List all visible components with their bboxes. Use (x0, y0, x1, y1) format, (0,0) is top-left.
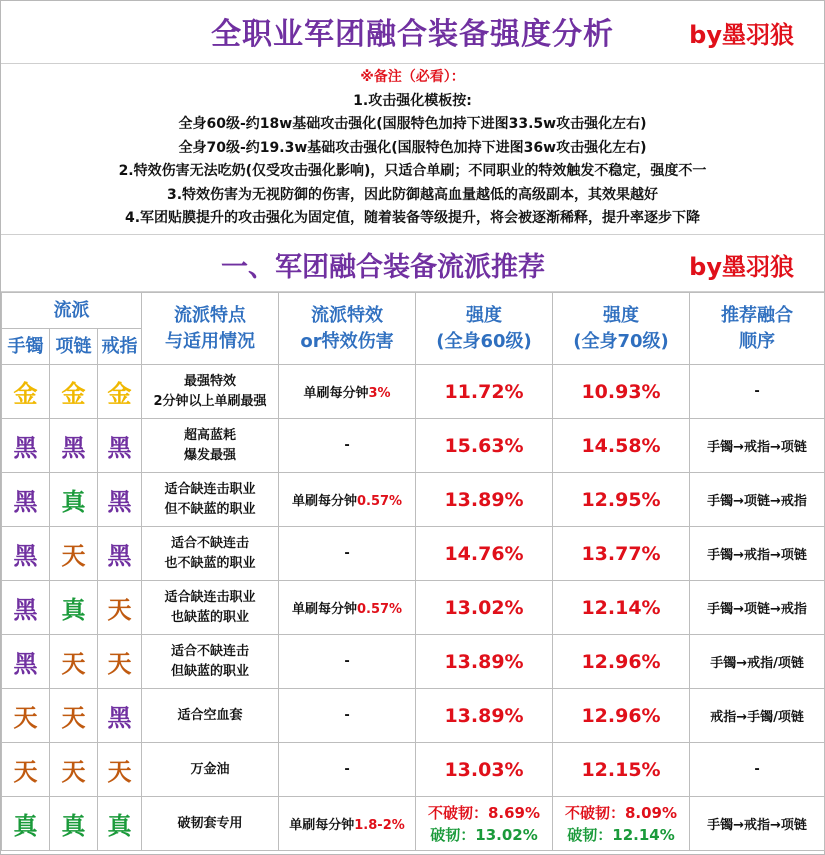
strength-70-cell: 12.14% (553, 581, 690, 635)
table-row (2, 635, 825, 689)
effect-cell (279, 797, 416, 851)
section-byline: by墨羽狼 (689, 253, 794, 281)
effect-cell (279, 743, 416, 797)
effect-text: - (344, 762, 350, 777)
bracelet-cell: 金 (2, 365, 50, 419)
col-header-feature-line2: 与适用情况 (165, 330, 256, 352)
feature-line: 适合缺连击职业 (164, 589, 256, 605)
table-row (2, 689, 825, 743)
necklace-cell: 天 (50, 527, 98, 581)
bracelet-cell: 天 (2, 689, 50, 743)
table-row (2, 419, 825, 473)
strength-70-cell: 12.95% (553, 473, 690, 527)
fusion-order-cell: 手镯→戒指→项链 (690, 797, 825, 851)
note-line: 2.特效伤害无法吃奶(仅受攻击强化影响)，只适合单刷；不同职业的特效触发不稳定，强度不一 (118, 163, 707, 179)
effect-cell (279, 365, 416, 419)
ring-cell: 真 (98, 797, 142, 851)
note-line: 1.攻击强化模板按: (353, 92, 472, 109)
necklace-cell: 天 (50, 743, 98, 797)
feature-line: 超高蓝耗 (184, 427, 237, 443)
col-header-order-line1: 推荐融合 (721, 304, 794, 326)
strength-60-cell: 13.89% (416, 473, 553, 527)
note-line: 4.军团贴膜提升的攻击强化为固定值，随着装备等级提升，将会被逐渐稀释，提升率逐步下降 (124, 210, 701, 226)
bracelet-cell: 黑 (2, 527, 50, 581)
fusion-order-cell: - (690, 365, 825, 419)
feature-cell (142, 473, 279, 527)
strength-70-cell: 13.77% (553, 527, 690, 581)
feature-line: 适合不缺连击 (171, 643, 250, 659)
effect-value: 0.57% (356, 494, 403, 509)
effect-cell (279, 635, 416, 689)
strength-70-cell: 10.93% (553, 365, 690, 419)
col-header-school: 流派 (2, 293, 142, 329)
strength-70-cell: 12.15% (553, 743, 690, 797)
effect-value: 0.57% (356, 602, 403, 617)
table-row (2, 581, 825, 635)
section-title: 一、军团融合装备流派推荐 (221, 252, 545, 283)
strength-70-cell: 12.96% (553, 689, 690, 743)
strength-60-cell: 14.76% (416, 527, 553, 581)
feature-line: 也缺蓝的职业 (171, 609, 250, 625)
bracelet-cell: 黑 (2, 419, 50, 473)
feature-cell (142, 635, 279, 689)
feature-line: 爆发最强 (184, 447, 237, 463)
feature-cell: 破韧套专用 (142, 797, 279, 851)
bracelet-cell: 黑 (2, 581, 50, 635)
fusion-order-cell: 手镯→项链→戒指 (690, 473, 825, 527)
effect-cell (279, 527, 416, 581)
feature-cell (142, 365, 279, 419)
necklace-cell: 天 (50, 635, 98, 689)
col-header-strength-60 (416, 293, 553, 365)
fusion-order-cell: 手镯→戒指→项链 (690, 419, 825, 473)
fusion-order-cell: 手镯→项链→戒指 (690, 581, 825, 635)
table-row (2, 743, 825, 797)
ring-cell: 黑 (98, 419, 142, 473)
col-header-order (690, 293, 825, 365)
no-break-value: 不破韧：8.69% (427, 803, 541, 822)
effect-cell (279, 473, 416, 527)
no-break-value: 不破韧：8.09% (564, 803, 678, 822)
feature-line: 适合空血套 (177, 707, 243, 723)
feature-line: 但不缺蓝的职业 (164, 501, 256, 517)
page-title: 全职业军团融合装备强度分析 (211, 17, 614, 52)
effect-text: - (344, 438, 350, 453)
col-header-effect-line2: or特效伤害 (300, 330, 394, 352)
effect-value: 3% (368, 386, 391, 401)
notes-heading: ※备注（必看）： (360, 69, 465, 85)
feature-line: 但缺蓝的职业 (171, 663, 250, 679)
ring-cell: 黑 (98, 689, 142, 743)
fusion-order-cell: - (690, 743, 825, 797)
strength-60-cell: 13.89% (416, 689, 553, 743)
feature-cell (142, 419, 279, 473)
col-header-order-line2: 顺序 (739, 330, 776, 352)
col-header-strength-70 (553, 293, 690, 365)
note-line: 全身70级-约19.3w基础攻击强化(国服特色加持下进图36w攻击强化左右) (178, 139, 647, 156)
strength-60-cell: 13.02% (416, 581, 553, 635)
feature-line: 2分钟以上单刷最强 (153, 393, 267, 409)
feature-cell (142, 581, 279, 635)
effect-cell (279, 689, 416, 743)
effect-value: 1.8-2% (354, 818, 405, 833)
strength-60-cell (416, 797, 553, 851)
necklace-cell: 黑 (50, 419, 98, 473)
necklace-cell: 金 (50, 365, 98, 419)
necklace-cell: 真 (50, 473, 98, 527)
table-row (2, 797, 825, 851)
necklace-cell: 真 (50, 797, 98, 851)
feature-line: 万金油 (190, 761, 230, 777)
strength-60-cell: 11.72% (416, 365, 553, 419)
col-header-effect (279, 293, 416, 365)
col-header-effect-line1: 流派特效 (311, 304, 384, 326)
bracelet-cell: 真 (2, 797, 50, 851)
col-header-ring: 戒指 (98, 329, 142, 365)
feature-line: 适合不缺连击 (171, 535, 250, 551)
strength-60-cell: 13.03% (416, 743, 553, 797)
col-header-s70-line2: (全身70级) (573, 330, 669, 352)
col-header-feature (142, 293, 279, 365)
ring-cell: 黑 (98, 527, 142, 581)
ring-cell: 金 (98, 365, 142, 419)
strength-60-cell: 13.89% (416, 635, 553, 689)
strength-70-cell: 14.58% (553, 419, 690, 473)
col-header-s60-line2: (全身60级) (436, 330, 532, 352)
effect-text: - (344, 654, 350, 669)
note-line: 3.特效伤害为无视防御的伤害，因此防御越高血量越低的高级副本，其效果越好 (166, 186, 659, 203)
col-header-bracelet: 手镯 (2, 329, 50, 365)
col-header-s70-line1: 强度 (603, 304, 640, 326)
strength-table (1, 292, 825, 851)
ring-cell: 天 (98, 635, 142, 689)
bracelet-cell: 黑 (2, 473, 50, 527)
col-header-feature-line1: 流派特点 (174, 304, 247, 326)
feature-cell (142, 689, 279, 743)
feature-cell (142, 743, 279, 797)
effect-text: - (344, 546, 350, 561)
ring-cell: 天 (98, 743, 142, 797)
break-value: 破韧：13.02% (430, 825, 538, 844)
bracelet-cell: 天 (2, 743, 50, 797)
break-value: 破韧：12.14% (567, 825, 675, 844)
feature-line: 适合缺连击职业 (164, 481, 256, 497)
strength-70-cell (553, 797, 690, 851)
col-header-s60-line1: 强度 (466, 304, 503, 326)
effect-cell (279, 581, 416, 635)
table-row (2, 365, 825, 419)
effect-cell (279, 419, 416, 473)
feature-line: 最强特效 (184, 373, 237, 389)
necklace-cell: 天 (50, 689, 98, 743)
feature-cell (142, 527, 279, 581)
strength-60-cell: 15.63% (416, 419, 553, 473)
notes-block (1, 64, 824, 235)
header-row (2, 293, 825, 329)
feature-line: 也不缺蓝的职业 (164, 555, 256, 571)
effect-text: 单刷每分钟 (291, 494, 357, 509)
table-row (2, 527, 825, 581)
section-bar (1, 235, 824, 292)
bracelet-cell: 黑 (2, 635, 50, 689)
ring-cell: 天 (98, 581, 142, 635)
col-header-necklace: 项链 (50, 329, 98, 365)
author-byline: by墨羽狼 (689, 21, 794, 49)
table-row (2, 473, 825, 527)
fusion-order-cell: 手镯→戒指/项链 (690, 635, 825, 689)
effect-text: - (344, 708, 350, 723)
fusion-order-cell: 戒指→手镯/项链 (690, 689, 825, 743)
title-bar (1, 1, 824, 64)
necklace-cell: 真 (50, 581, 98, 635)
fusion-order-cell: 手镯→戒指→项链 (690, 527, 825, 581)
ring-cell: 黑 (98, 473, 142, 527)
effect-text: 单刷每分钟 (291, 602, 357, 617)
effect-text: 单刷每分钟 (303, 386, 369, 401)
strength-70-cell: 12.96% (553, 635, 690, 689)
effect-text: 单刷每分钟 (289, 818, 355, 833)
note-line: 全身60级-约18w基础攻击强化(国服特色加持下进图33.5w攻击强化左右) (178, 116, 647, 132)
